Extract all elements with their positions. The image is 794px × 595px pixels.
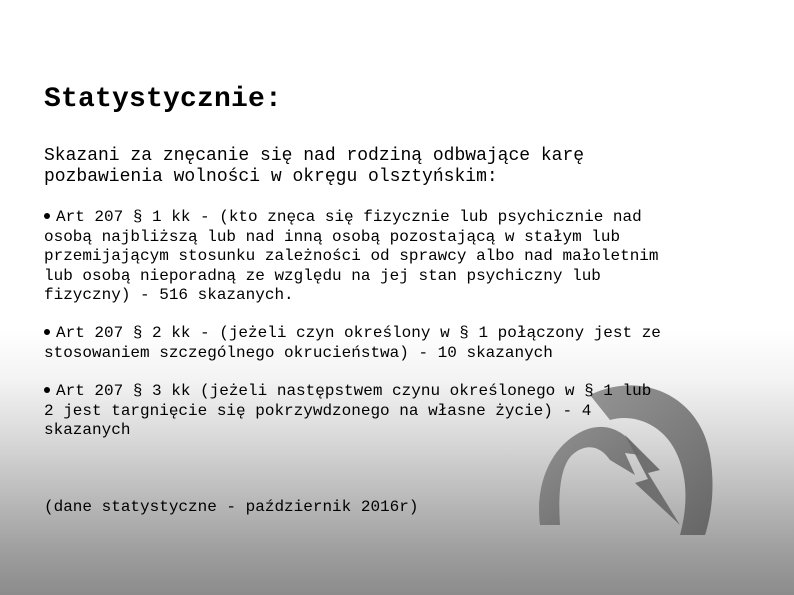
- bullet-art-207-3: [44, 382, 754, 441]
- slide-title: Statystycznie:: [44, 84, 283, 115]
- bullet-dot-icon: [44, 213, 50, 219]
- bullet-dot-icon: [44, 329, 50, 335]
- bullet-text: Art 207 § 2 kk - (jeżeli czyn określony w § 1 połączony jest ze stosowaniem szczególnego okrucieństwa) - 10 skazanych: [44, 324, 661, 362]
- footer-note: (dane statystyczne - październik 2016r): [44, 498, 419, 516]
- bullet-text: Art 207 § 3 kk (jeżeli następstwem czynu określonego w § 1 lub 2 jest targnięcie się pokrzywdzonego na własne życie) - 4 skazanych: [44, 382, 652, 439]
- intro-text: Skazani za znęcanie się nad rodziną odbwające karę pozbawienia wolności w okręgu olsztyńskim:: [44, 146, 585, 187]
- bullet-text: Art 207 § 1 kk - (kto znęca się fizycznie lub psychicznie nad osobą najbliższą lub nad inną osobą pozostającą w stałym lub przemijającym stosunku zależności od sprawcy albo nad małoletnim lub osobą nieporadną ze względu na jej stan psychiczny lub fizyczny) - 516 skazanych.: [44, 208, 659, 304]
- bullet-dot-icon: [44, 387, 50, 393]
- bullet-art-207-2: [44, 324, 754, 363]
- bullet-art-207-1: [44, 208, 754, 306]
